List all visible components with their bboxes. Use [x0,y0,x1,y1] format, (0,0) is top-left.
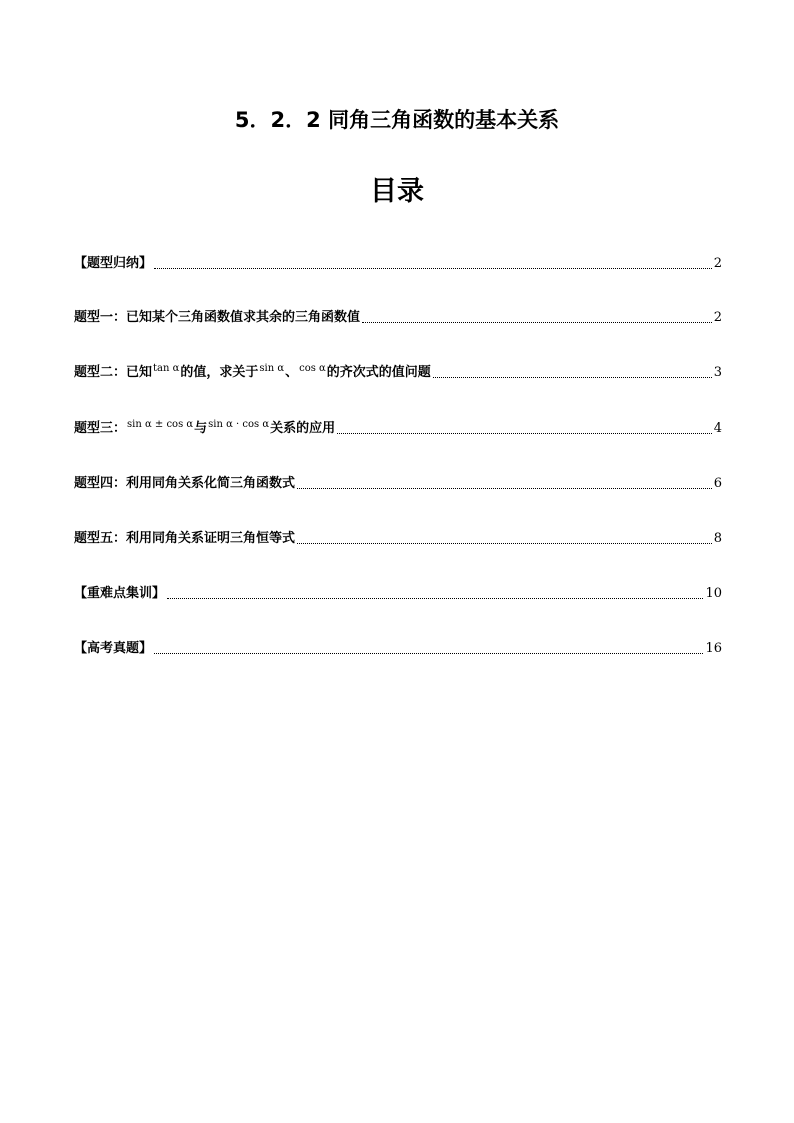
dot-leader [154,267,712,269]
dot-leader [362,321,712,323]
math-cos-alpha: cos α [299,363,326,374]
label-text: 与 [194,421,208,436]
toc-entry-label [74,420,335,438]
toc-entry-type-4[interactable] [74,471,722,493]
toc-entry-label: 题型四：利用同角关系化简三角函数式 [74,476,296,491]
toc-entry-page: 2 [713,256,722,271]
math-sin-plus-minus-cos: sin α ± cos α [127,419,194,430]
dot-leader [433,376,712,378]
document-title: 5．2．2 同角三角函数的基本关系 [234,108,560,132]
label-text: 关系的应用 [270,421,336,436]
label-text: 、 [285,365,299,380]
toc-entry-label [74,364,431,382]
label-text: 的值，求关于 [180,365,259,380]
math-tan-alpha: tan α [153,363,180,374]
toc-entry-label: 【高考真题】 [74,641,153,656]
toc-entry-type-3[interactable] [74,416,722,438]
toc-entry-label: 【题型归纳】 [74,256,153,271]
toc-entry-page: 8 [713,531,722,546]
label-text: 题型三： [74,421,127,436]
toc-entry-page: 4 [713,421,722,436]
dot-leader [297,542,712,544]
toc-heading: 目录 [370,176,424,207]
dot-leader [167,597,703,599]
label-text: 题型二：已知 [74,365,153,380]
toc-entry-type-1[interactable] [74,305,722,327]
toc-entry-label: 【重难点集训】 [74,586,166,601]
toc-entry-label: 题型一：已知某个三角函数值求其余的三角函数值 [74,310,361,325]
toc-entry-type-2[interactable] [74,360,722,382]
toc-entry-question-types[interactable] [74,251,722,273]
toc-entry-page: 16 [705,641,722,656]
toc-entry-page: 6 [713,476,722,491]
toc-entry-label: 题型五：利用同角关系证明三角恒等式 [74,531,296,546]
toc-entry-key-difficulties[interactable] [74,581,722,603]
dot-leader [154,652,703,654]
toc-entry-page: 3 [713,365,722,380]
label-text: 的齐次式的值问题 [326,365,431,380]
dot-leader [337,432,712,434]
math-sin-alpha: sin α [259,363,285,374]
toc-entry-page: 2 [713,310,722,325]
dot-leader [297,487,712,489]
math-sin-times-cos: sin α · cos α [208,419,270,430]
toc-entry-exam-questions[interactable] [74,636,722,658]
toc-entry-page: 10 [705,586,722,601]
toc-entry-type-5[interactable] [74,526,722,548]
